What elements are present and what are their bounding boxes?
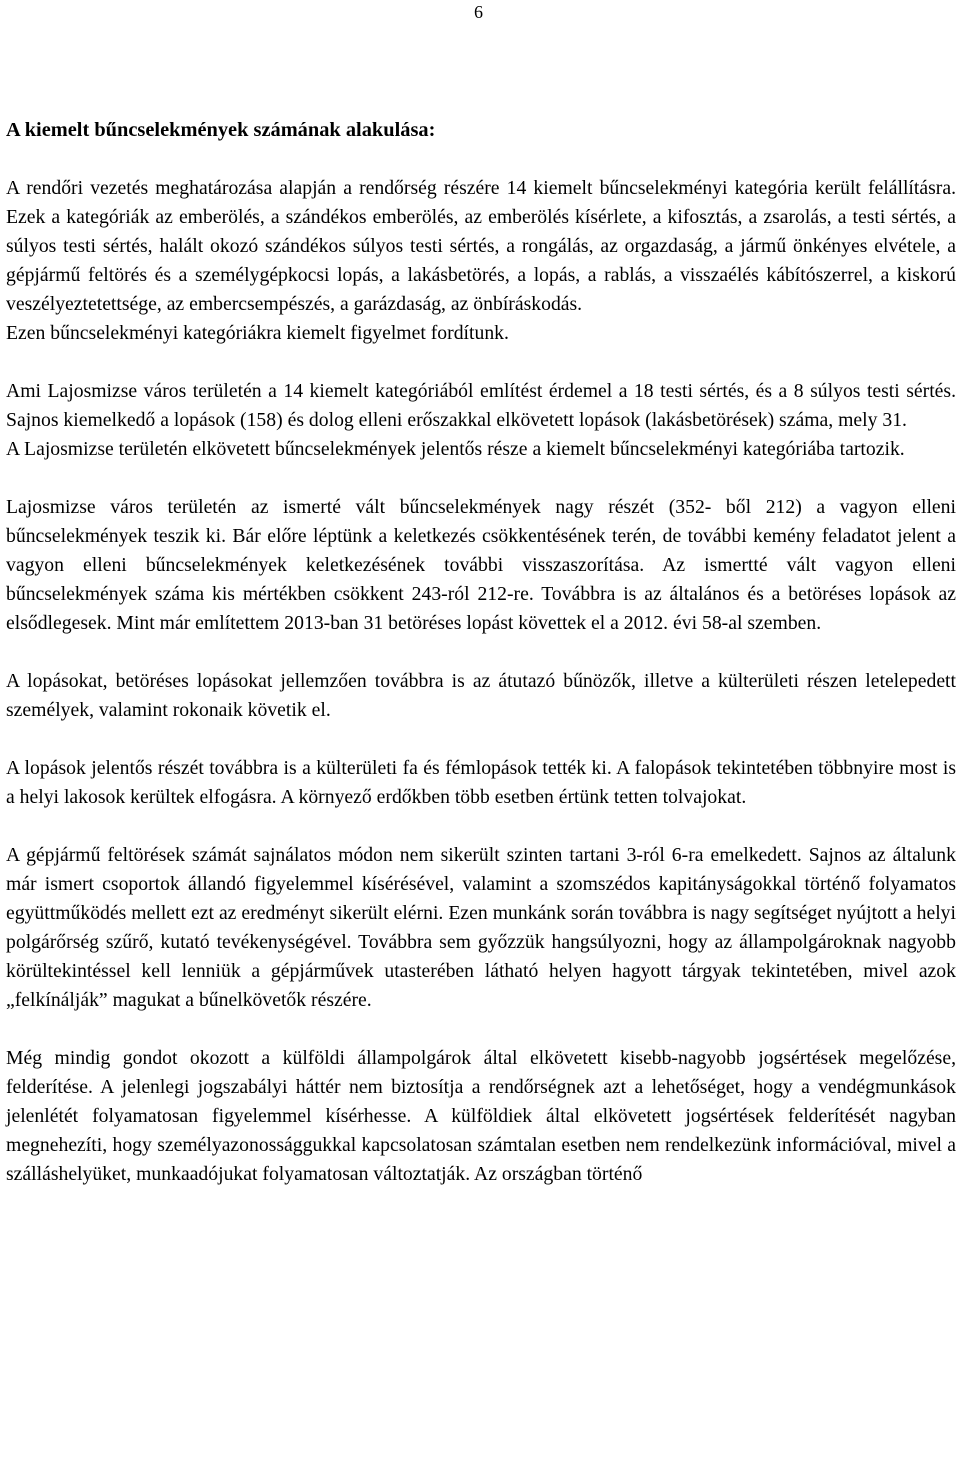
paragraph-category-share: A Lajosmizse területén elkövetett bűncselekmények jelentős része a kiemelt bűncselekményi kategóriába tartozik. — [6, 438, 905, 460]
paragraph-wood-metal-theft: A lopások jelentős részét továbbra is a külterületi fa és fémlopások tették ki. A falopások tekintetében többnyire most is a helyi lakosok kerültek elfogásra. A környező erdőkben több esetben értünk tetten tolvajokat. — [6, 757, 956, 808]
page-number: 6 — [474, 2, 483, 22]
paragraph-assault-stats: Ami Lajosmizse város területén a 14 kiemelt kategóriából említést érdemel a 18 testi sértés, és a 8 súlyos testi sértés. Sajnos kiemelkedő a lopások (158) és dolog elleni erőszakkal elkövetett lopások (lakásbetörések) száma, mely 31. — [6, 380, 956, 431]
paragraph-vehicle-breakins: A gépjármű feltörések számát sajnálatos módon nem sikerült szinten tartani 3-ról 6-ra emelkedett. Sajnos az általunk már ismert csoportok állandó figyelemmel kísérésével, valamint a szomszédos kapitányságokkal történő folyamatos együttműködés mellett ezt az eredményt sikerült elérni. Ezen munkánk során továbbra is nagy segítséget nyújtott a helyi polgárőrség szűrő, kutató tevékenységével. Továbbra sem győzzük hangsúlyozni, hogy az állampolgároknak nagyobb körültekintéssel kell lenniük a gépjárművek utasterében látható helyen hagyott tárgyak tekintetében, mivel azok „felkínálják” magukat a bűnelkövetők részére. — [6, 844, 956, 1011]
paragraph-property-crimes: Lajosmizse város területén az ismerté vált bűncselekmények nagy részét (352- ből 212) a vagyon elleni bűncselekmények teszik ki. Bár előre léptünk a keletkezés csökkentésének terén, de további kemény feladatot jelent a vagyon elleni bűncselekmények keletkezésének további visszaszorítása. Az ismertté vált vagyon elleni bűncselekmények száma kis mértékben csökkent 243-ról 212-re. Továbbra is az általános és a betöréses lopások az elsődlegesek. Mint már említettem 2013-ban 31 betöréses lopást követtek el a 2012. évi 58-al szemben. — [6, 496, 956, 634]
paragraph-categories: A rendőri vezetés meghatározása alapján a rendőrség részére 14 kiemelt bűncselekményi kategória került felállításra. Ezek a kategóriák az emberölés, a szándékos emberölés, az emberölés kísérlete, a kifosztás, a zsarolás, a testi sértés, a súlyos testi sértés, halált okozó szándékos súlyos testi sértés, a rongálás, az orgazdaság, a jármű önkényes elvétele, a gépjármű feltörés és a személygépkocsi lopás, a lakásbetörés, a lopás, a rablás, a visszaélés kábítószerrel, a kiskorú veszélyeztetettsége, az embercsempészés, a garázdaság, az önbíráskodás. — [6, 177, 956, 315]
paragraph-foreign-citizens: Még mindig gondot okozott a külföldi állampolgárok által elkövetett kisebb-nagyobb jogsértések megelőzése, felderítése. A jelenlegi jogszabályi háttér nem biztosítja a rendőrségnek azt a lehetőséget, hogy a vendégmunkások jelenlétét folyamatosan figyelemmel kísérhesse. A külföldiek által elkövetett jogsértések felderítését nagyban megnehezíti, hogy személyazonossággukkal kapcsolatosan számtalan esetben nem rendelkezünk információval, mivel a szálláshelyüket, munkaadójukat folyamatosan változtatják. Az országban történő — [6, 1047, 956, 1185]
paragraph-perpetrators: A lopásokat, betöréses lopásokat jellemzően továbbra is az átutazó bűnözők, illetve a külterületi részen letelepedett személyek, valamint rokonaik követik el. — [6, 670, 956, 721]
paragraph-attention: Ezen bűncselekményi kategóriákra kiemelt figyelmet fordítunk. — [6, 322, 509, 344]
section-heading: A kiemelt bűncselekmények számának alakulása: — [6, 119, 436, 141]
document-body — [6, 116, 956, 1189]
